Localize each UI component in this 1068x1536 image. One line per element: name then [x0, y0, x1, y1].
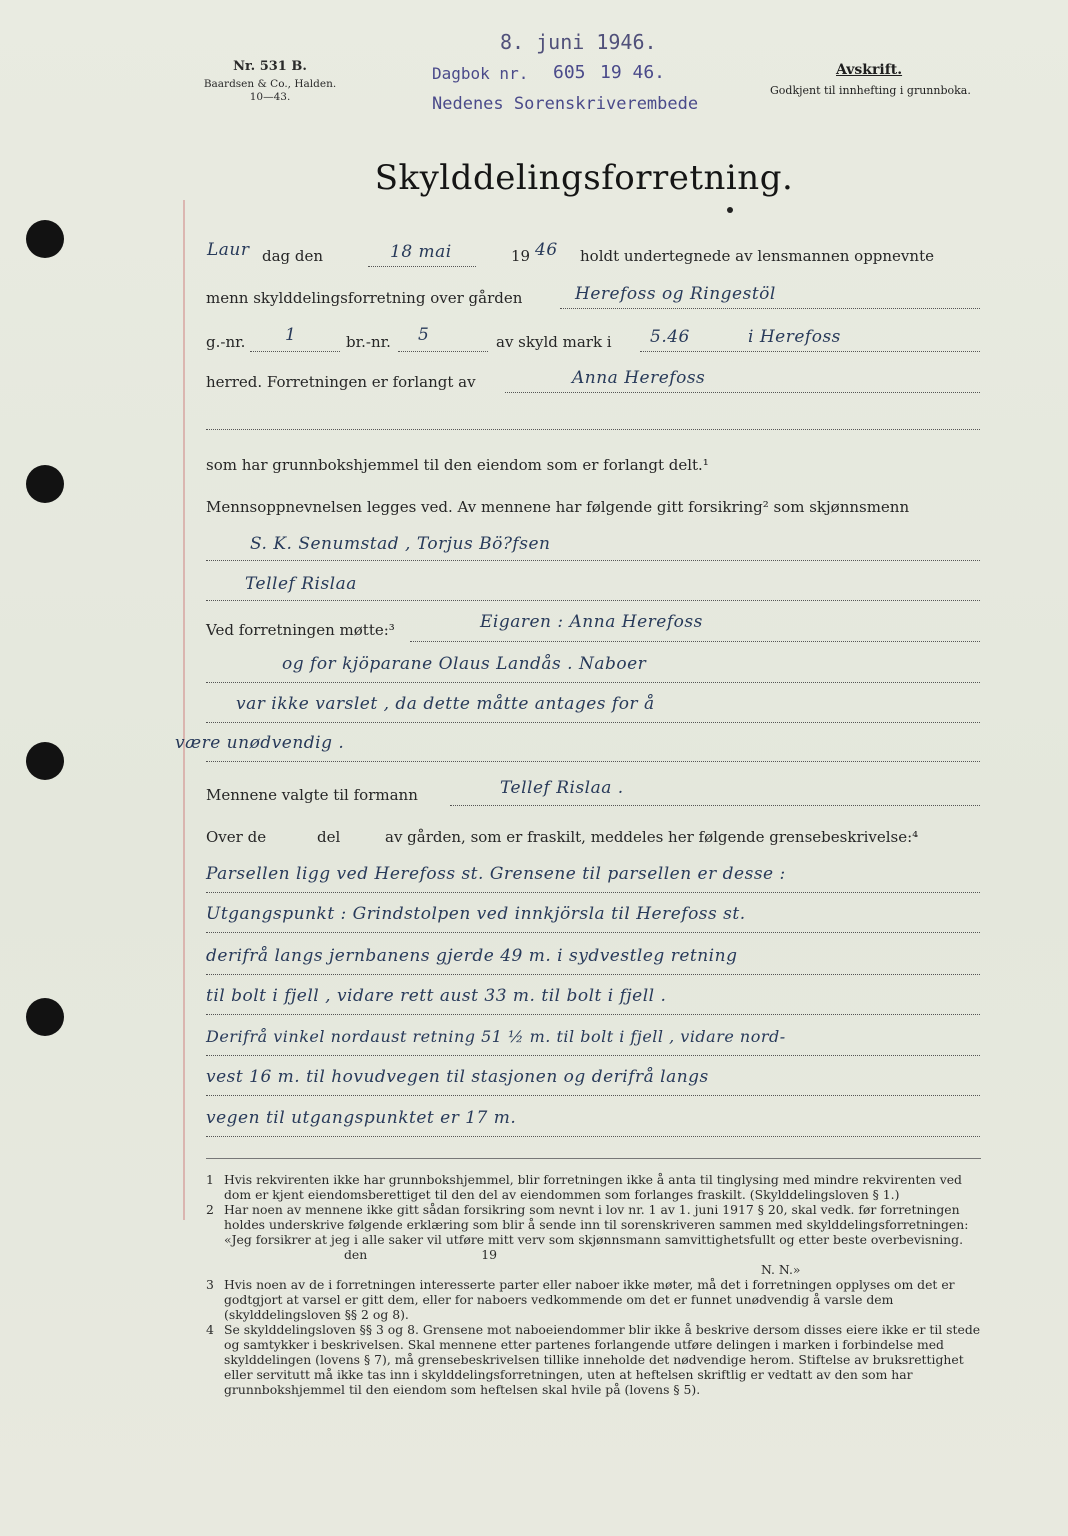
fill-line	[206, 682, 980, 683]
footnote-text: Hvis rekvirenten ikke har grunnbokshjemmel, blir forretningen ikke å anta til tinglysing med mindre rekvirenten ved dom er kjent eiendomsberettiget til den del av eiendommen som forlanges fraskilt. (Skylddelingsloven § 1.)	[224, 1172, 962, 1202]
fill-line	[206, 1014, 980, 1015]
stamp-date: 8. juni 1946.	[500, 30, 657, 54]
print-date: 10—43.	[249, 91, 291, 103]
dagbok-label: Dagbok nr.	[432, 64, 529, 83]
fill-line	[206, 1136, 980, 1137]
hand-attendees: Eigaren : Anna Herefoss	[480, 612, 703, 632]
footnote-den: den	[344, 1247, 368, 1262]
ink-dot	[727, 207, 733, 213]
footnote-4	[206, 1322, 981, 1397]
fill-line	[410, 641, 980, 642]
hand-line-11: og for kjöparane Olaus Landås . Naboer	[282, 654, 647, 674]
label-del: del	[317, 828, 341, 846]
hand-weekday: Laur	[207, 240, 250, 260]
hand-year: 46	[535, 240, 558, 260]
footnote-1	[206, 1172, 981, 1202]
footnote-2	[206, 1202, 981, 1262]
fill-line	[206, 974, 980, 975]
footnote-nn: N. N.»	[761, 1262, 801, 1277]
hand-appraisers: S. K. Senumstad , Torjus Bö?fsen	[250, 534, 551, 554]
footnote-19: 19	[481, 1247, 497, 1262]
text-line-7: Mennsoppnevnelsen legges ved. Av mennene har følgende gitt forsikring² som skjønnsmenn	[206, 498, 910, 516]
fill-line	[206, 560, 980, 561]
footnote-number: 1	[206, 1172, 214, 1187]
text-line-6: som har grunnbokshjemmel til den eiendom som er forlangt delt.¹	[206, 456, 709, 474]
fill-line	[450, 805, 980, 806]
footnotes	[206, 1172, 981, 1397]
hand-line-13: være unødvendig .	[175, 733, 345, 753]
fill-line	[560, 308, 980, 309]
fill-line	[368, 266, 476, 267]
fill-line	[206, 932, 980, 933]
desc-line: Utgangspunkt : Grindstolpen ved innkjörsla til Herefoss st.	[206, 904, 746, 924]
hand-gnr: 1	[285, 325, 297, 345]
punch-hole	[26, 465, 64, 503]
dagbok-number: 605	[553, 62, 586, 83]
footnote-number: 4	[206, 1322, 214, 1337]
punch-hole	[26, 998, 64, 1036]
desc-line: derifrå langs jernbanens gjerde 49 m. i sydvestleg retning	[206, 946, 738, 966]
footnote-text: Har noen av mennene ikke gitt sådan forsikring som nevnt i lov nr. 1 av 1. juni 1917 § 20, skal vedk. før forretningen holdes underskrive følgende erklæring som blir å sende inn til sorenskriveren sammen med skylddelingsforretningen: «Jeg forsikrer at jeg i alle saker vil utføre mitt verv som skjønnsmann samvittighetsfullt og etter beste overbevisning.	[224, 1202, 969, 1247]
text-line-4: herred. Forretningen er forlangt av	[206, 373, 476, 391]
label-dag-den: dag den	[262, 247, 324, 265]
label-brnr: br.-nr.	[346, 333, 391, 351]
fill-line	[206, 892, 980, 893]
fill-line	[206, 429, 980, 430]
hand-skyld: 5.46	[650, 327, 690, 347]
footnote-number: 3	[206, 1277, 214, 1292]
footnote-text: Se skylddelingsloven §§ 3 og 8. Grensene mot naboeiendommer blir ikke å beskrive dersom disses eiere ikke er til stede og samtykker i beskrivelsen. Skal mennene etter partenes forlangende utføre delingen i marken i forbindelse med skylddelingen (lovens § 7), må grensebeskrivelsen tillike inneholde det nødvendige herom. Stiftelse av bruksrettighet eller servitutt må ikke tas inn i skylddelingsforretningen, uten at heftelsen skriftlig er vedtatt av den som har grunnbokshjemmel til den eiendom som heftelsen skal hvile på (lovens § 5).	[224, 1322, 981, 1397]
hand-appraiser-3: Tellef Rislaa	[245, 574, 357, 594]
footnote-number: 2	[206, 1202, 214, 1217]
text-line-2: menn skylddelingsforretning over gården	[206, 289, 523, 307]
hand-date: 18 mai	[390, 242, 452, 262]
fill-line	[206, 1055, 980, 1056]
punch-hole	[26, 220, 64, 258]
printer-name: Baardsen & Co., Halden.	[203, 78, 337, 90]
footnote-separator	[206, 1158, 981, 1159]
footnote-text: Hvis noen av de i forretningen interesserte parter eller naboer ikke møter, må det i forretningen opplyses om det er godtgjort at varsel er gitt dem, eller for naboers vedkommende om det er funnet unødvendig å varsle dem (skylddelingsloven §§ 2 og 8).	[224, 1277, 955, 1322]
fill-line	[505, 392, 980, 393]
fill-line	[398, 351, 488, 352]
hand-chairman: Tellef Rislaa .	[500, 778, 624, 798]
fill-line	[206, 1095, 980, 1096]
dagbok-year: 19 46.	[600, 62, 666, 83]
desc-line: til bolt i fjell , vidare rett aust 33 m. til bolt i fjell .	[206, 986, 667, 1006]
text-line-14: Mennene valgte til formann	[206, 786, 418, 804]
label-gnr: g.-nr.	[206, 333, 246, 351]
label-19: 19	[511, 247, 531, 265]
form-number: Nr. 531 B.	[233, 59, 307, 74]
text-line-10: Ved forretningen møtte:³	[206, 621, 395, 639]
footnote-3	[206, 1277, 981, 1322]
fill-line	[206, 761, 980, 762]
fill-line	[206, 722, 980, 723]
punch-hole	[26, 742, 64, 780]
fill-line	[640, 351, 980, 352]
text-line-1: holdt undertegnede av lensmannen oppnevnte	[580, 247, 934, 265]
desc-line: Derifrå vinkel nordaust retning 51 ½ m. til bolt i fjell , vidare nord-	[206, 1027, 786, 1046]
desc-line: Parsellen ligg ved Herefoss st. Grensene til parsellen er desse :	[206, 864, 786, 884]
label-over-de: Over de	[206, 828, 267, 846]
hand-brnr: 5	[418, 325, 430, 345]
margin-rule	[183, 200, 185, 1220]
document-title: Skylddelingsforretning.	[374, 158, 794, 198]
hand-requester: Anna Herefoss	[572, 368, 706, 388]
text-line-15: av gården, som er fraskilt, meddeles her følgende grensebeskrivelse:⁴	[385, 828, 919, 846]
fill-line	[250, 351, 340, 352]
hand-herred: i Herefoss	[748, 327, 841, 347]
stamp-office: Nedenes Sorenskriverembede	[432, 94, 699, 114]
hand-line-12: var ikke varslet , da dette måtte antages for å	[236, 694, 655, 714]
fill-line	[206, 600, 980, 601]
desc-line: vegen til utgangspunktet er 17 m.	[206, 1108, 517, 1128]
godkjent-label: Godkjent til innhefting i grunnboka.	[770, 84, 971, 97]
hand-farm-name: Herefoss og Ringestöl	[575, 284, 776, 304]
avskrift-label: Avskrift.	[836, 62, 903, 78]
footnote-signature-row	[206, 1262, 981, 1277]
label-skyld: av skyld mark i	[496, 333, 612, 351]
desc-line: vest 16 m. til hovudvegen til stasjonen og derifrå langs	[206, 1067, 709, 1087]
